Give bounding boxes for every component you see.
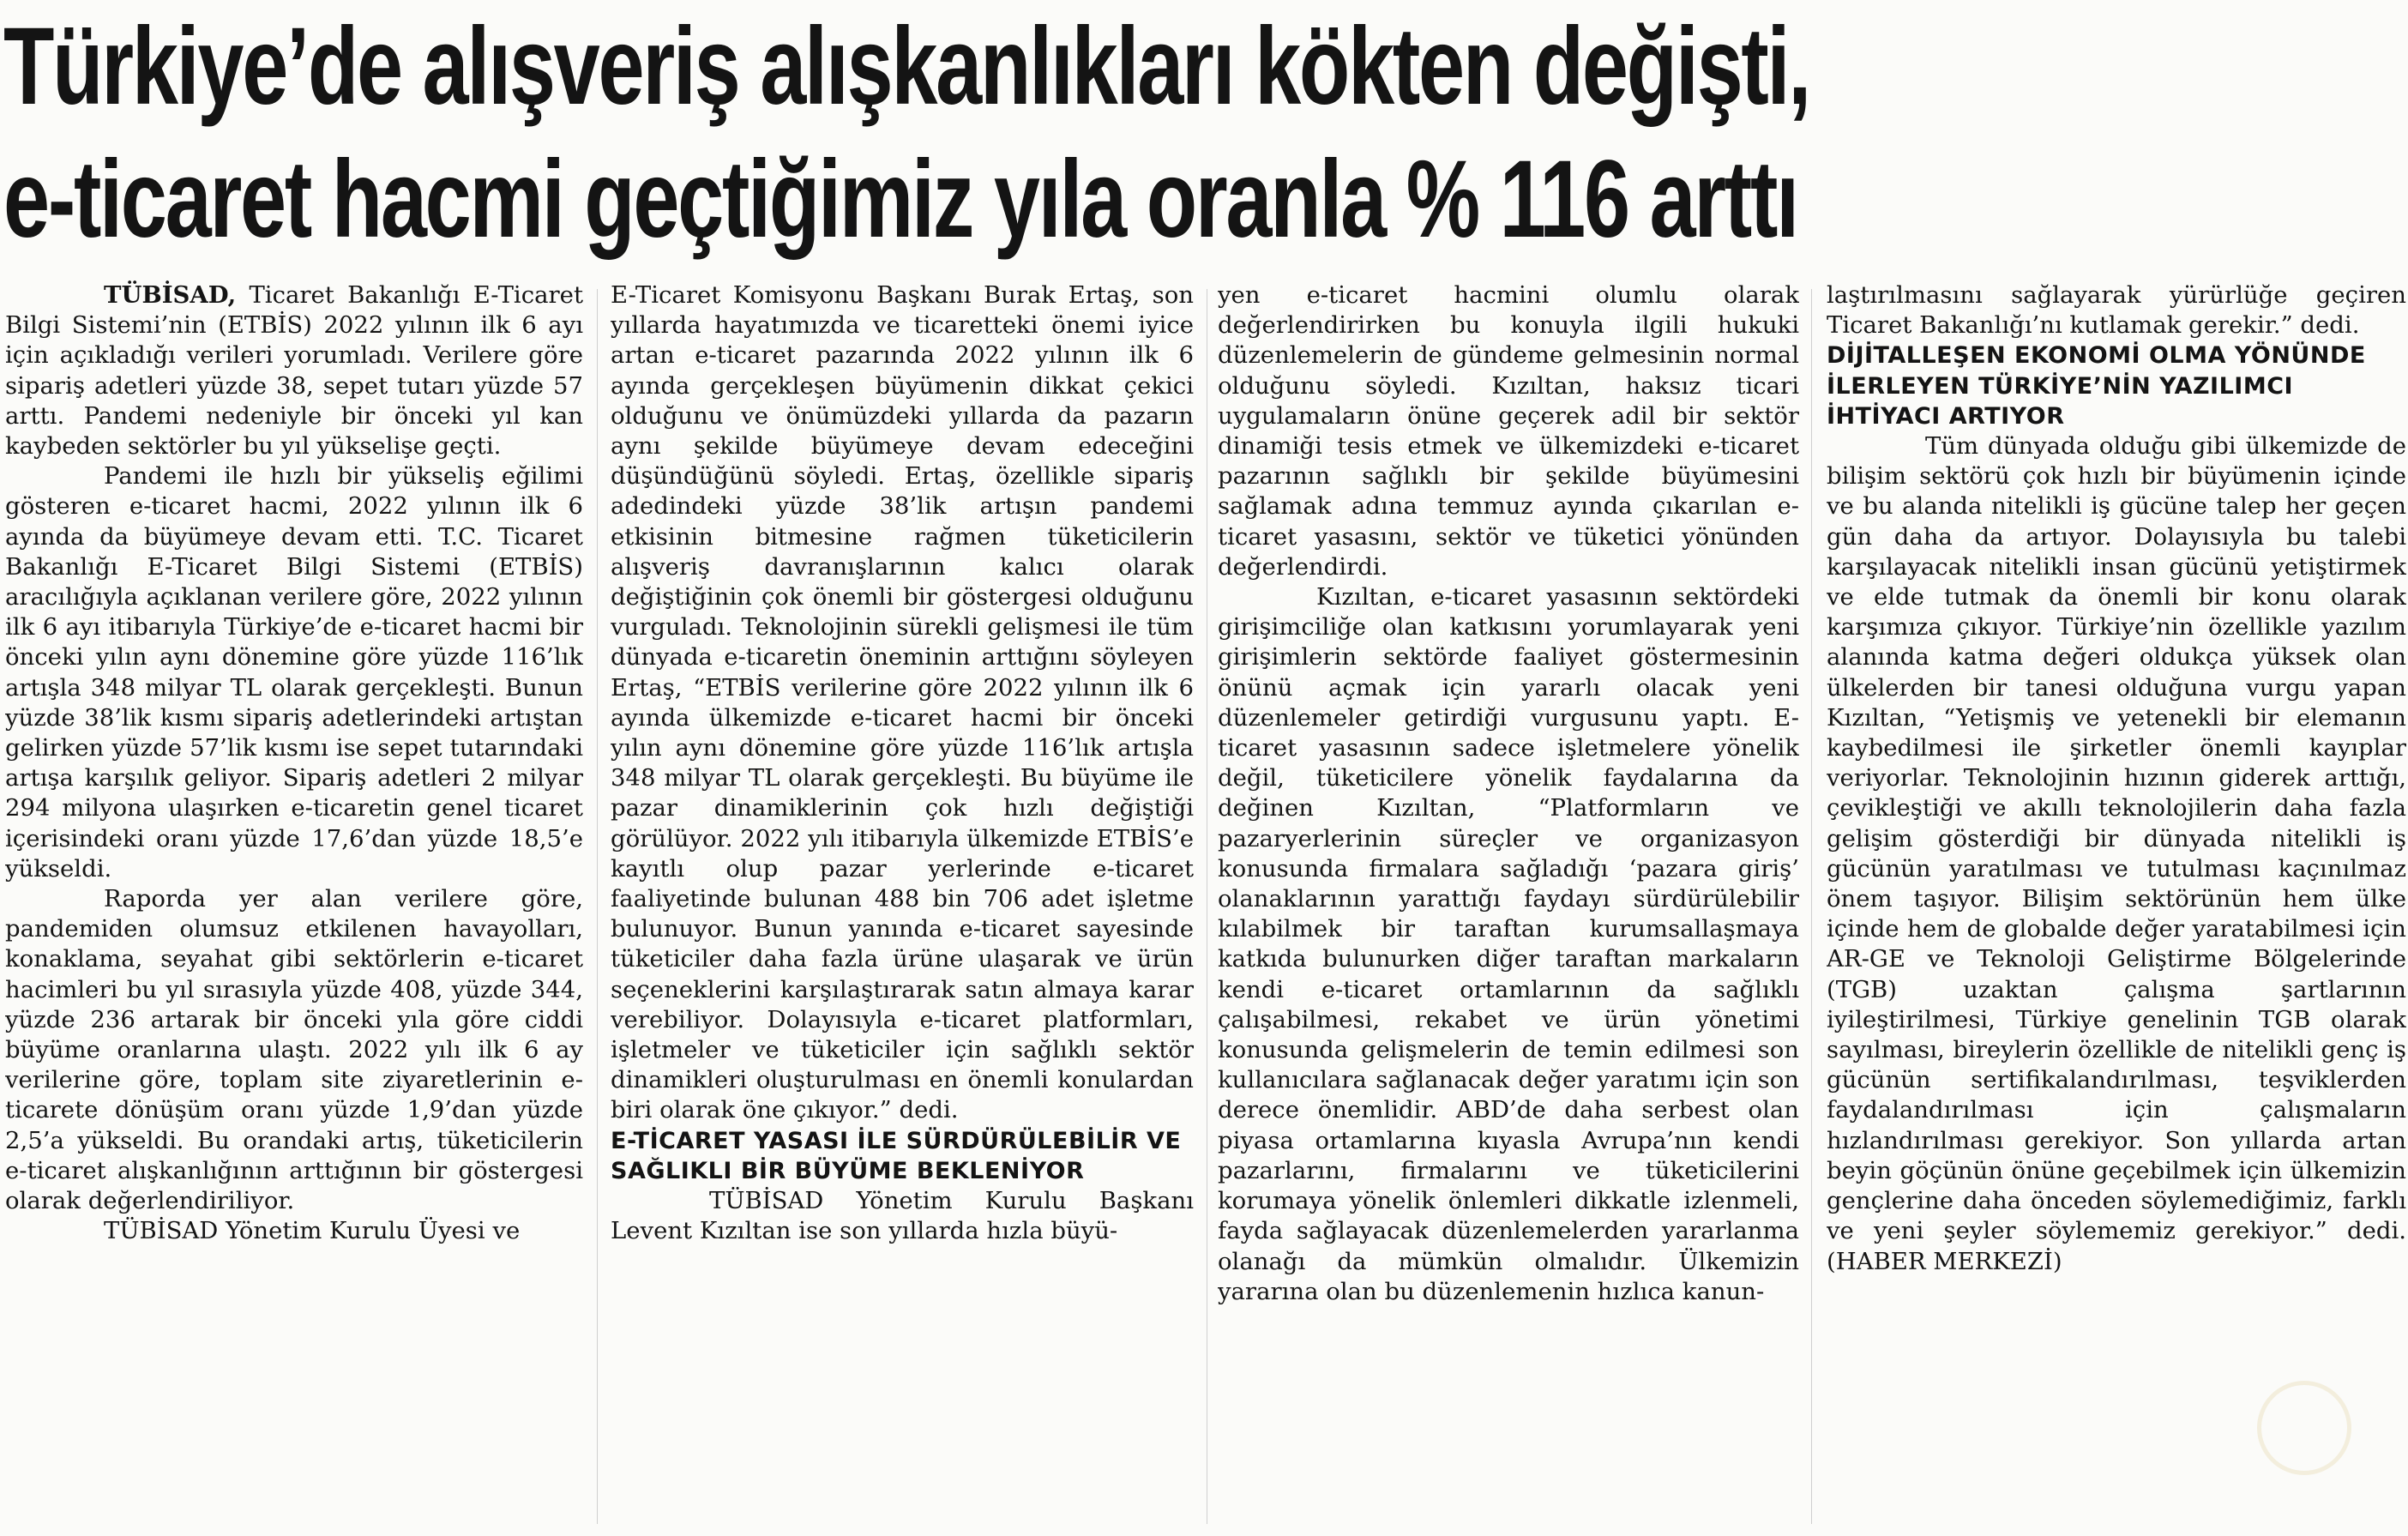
watermark-seal-icon <box>2257 1381 2351 1475</box>
column-divider <box>597 289 598 1524</box>
paragraph: Pandemi ile hızlı bir yükseliş eğilimi gösteren e-ticaret hacmi, 2022 yılının ilk 6 ayında da büyümeye devam etti. T.C. Ticaret Bakanlığı E-Ticaret Bilgi Sistemi (ETBİS) aracılığıyla açıklanan verilere göre, 2022 yılının ilk 6 ayı itibarıyla Türkiye’de e-ticaret hacmi bir önceki yılın aynı dönemine göre yüzde 116’lık artışla 348 milyar TL olarak gerçekleşti. Bunun yüzde 38’lik kısmı sipariş adetlerindeki artıştan gelirken yüzde 57’lik kısmı ise sepet tutarındaki artışa karşılık geliyor. Sipariş adetleri 2 milyar 294 milyona ulaşırken e-ticaretin genel ticaret içerisindeki oranı yüzde 17,6’dan yüzde 18,5’e yükseldi. <box>5 462 583 882</box>
paragraph: E-Ticaret Komisyonu Başkanı Burak Ertaş, son yıllarda hayatımızda ve ticaretteki önemi iyice artan e-ticaret pazarında 2022 yılının ilk 6 ayında gerçekleşen büyümenin dikkat çekici olduğunu ve önümüzdeki yıllarda da pazarın aynı şekilde büyümeye devam edeceğini düşündüğünü söyledi. Ertaş, özellikle sipariş adedindeki yüzde 38’lik artışın pandemi etkisinin bitmesine rağmen tüketicilerin alışveriş davranışlarının kalıcı olarak değiştiğinin çok önemli bir göstergesi olduğunu vurguladı. Teknolojinin sürekli gelişmesi ile tüm dünyada e-ticaretin öneminin arttığını söyleyen Ertaş, “ETBİS verilerine göre 2022 yılının ilk 6 ayında ülkemizde e-ticaret hacmi bir önceki yılın aynı dönemine göre yüzde 116’lık artışla 348 milyar TL olarak gerçekleşti. Bu büyüme ile pazar dinamiklerinin çok hızlı değiştiği görülüyor. 2022 yılı itibarıyla ülkemizde ETBİS’e kayıtlı olup pazar yerlerinde e-ticaret faaliyetinde bulunan 488 bin 706 adet işletme bulunuyor. Bunun yanında e-ticaret sayesinde tüketiciler daha fazla ürüne ulaşarak ve ürün seçeneklerini karşılaştırarak satın almaya karar verebiliyor. Dolayısıyla e-ticaret platformları, işletmeler ve tüketiciler için sağlıklı sektör dinamikleri oluşturulması en önemli konulardan biri olarak öne çıkıyor.” dedi. <box>611 281 1194 1124</box>
column-3 <box>1218 280 1799 1533</box>
column-4 <box>1827 280 2406 1533</box>
column-1 <box>5 280 583 1533</box>
column-divider <box>1811 289 1812 1524</box>
subheading: E-TİCARET YASASI İLE SÜRDÜRÜLEBİLİR VE SAĞLIKLI BİR BÜYÜME BEKLENİYOR <box>611 1127 1182 1184</box>
paragraph: yen e-ticaret hacmini olumlu olarak değerlendirirken bu konuyla ilgili hukuki düzenlemelerin de gündeme gelmesinin normal olduğunu söyledi. Kızıltan, haksız ticari uygulamaların önüne geçerek adil bir sektör dinamiği tesis etmek ve ülkemizdeki e-ticaret pazarının sağlıklı bir şekilde büyümesini sağlamak adına temmuz ayında çıkarılan e-ticaret yasasını, sektör ve tüketici yönünden değerlendirdi. <box>1218 281 1799 581</box>
headline-line-2: e-ticaret hacmi geçtiğimiz yıla oranla % 116 arttı <box>3 138 1797 261</box>
lead-source: TÜBİSAD, <box>104 281 237 309</box>
paragraph: Tüm dünyada olduğu gibi ülkemizde de bilişim sektörü çok hızlı bir büyümenin içinde ve bu alanda nitelikli iş gücüne talep her geçen gün daha da artıyor. Dolayısıyla bu talebi karşılayacak nitelikli insan gücünü yetiştirmek ve elde tutmak da önemli bir konu olarak karşımıza çıkıyor. Türkiye’nin özellikle yazılım alanında katma değeri oldukça yüksek olan ülkelerden bir tanesi olduğuna vurgu yapan Kızıltan, “Yetişmiş ve yetenekli bir elemanın kaybedilmesi ile şirketler önemli kayıplar veriyorlar. Teknolojinin hızının giderek arttığı, çevikleştiği ve akıllı teknolojilerin daha fazla gelişim gösterdiği bir dünyada nitelikli iş gücünün yaratılması ve tutulması kaçınılmaz önem taşıyor. Bilişim sektörünün hem ülke içinde hem de globalde değer yaratabilmesi için AR-GE ve Teknoloji Geliştirme Bölgelerinde (TGB) uzaktan çalışma şartlarının iyileştirilmesi, Türkiye genelinin TGB olarak sayılması, bireylerin özellikle de nitelikli genç iş gücünün sertifikalandırılması, teşviklerden faydalandırılması için çalışmaların hızlandırılması gerekiyor. Son yıllarda artan beyin göçünün önüne geçebilmek için ülkemizin gençlerine daha önceden söylemediğimiz, farklı ve yeni şeyler söylememiz gerekiyor.” dedi. (HABER MERKEZİ) <box>1827 432 2406 1275</box>
headline-line-1: Türkiye’de alışveriş alışkanlıkları kökten değişti, <box>3 5 1810 128</box>
paragraph: TÜBİSAD Yönetim Kurulu Üyesi ve <box>104 1217 521 1245</box>
paragraph: Kızıltan, e-ticaret yasasının sektördeki girişimciliğe olan katkısını yorumlayarak yeni girişimlerin sektörde faaliyet göstermesinin önünü açmak için yararlı olacak yeni düzenlemeler getirdiği vurgusunu yaptı. E-ticaret yasasının sadece işletmelere yönelik değil, tüketicilere yönelik faydalarına da değinen Kızıltan, “Platformların ve pazaryerlerinin süreçler ve organizasyon konusunda firmalara sağladığı ‘pazara giriş’ olanaklarının yarattığı faydayı sürdürülebilir kılabilmek bir taraftan kurumsallaşmaya katkıda bulunurken diğer taraftan markaların kendi e-ticaret ortamlarının da sağlıklı çalışabilmesi, rekabet ve ürün yönetimi konusunda gelişmelerin de temin edilmesi son kullanıcılara sağlanacak değer yaratımı için son derece önemlidir. ABD’de daha serbest olan piyasa ortamlarına kıyasla Avrupa’nın kendi pazarlarını, firmalarını ve tüketicilerini korumaya yönelik önlemleri dikkatle izlenmeli, fayda sağlayacak düzenlemelerden yararlanma olanağı da mümkün olmalıdır. Ülkemizin yararına olan bu düzenlemenin hızlıca kanun- <box>1218 583 1799 1305</box>
paragraph-text: Ticaret Bakanlığı E-Ticaret Bilgi Sistemi’nin (ETBİS) 2022 yılının ilk 6 ayı için açıkladığı verileri yorumladı. Verilere göre sipariş adetleri yüzde 38, sepet tutarı yüzde 57 arttı. Pandemi nedeniyle bir önceki yıl kan kaybeden sektörler bu yıl yükselişe geçti. <box>5 281 583 461</box>
article-body <box>5 280 2406 1536</box>
column-2 <box>611 280 1194 1533</box>
headline <box>0 0 2408 283</box>
paragraph: TÜBİSAD Yönetim Kurulu Başkanı Levent Kızıltan ise son yıllarda hızla büyü- <box>611 1187 1194 1245</box>
paragraph: laştırılmasını sağlayarak yürürlüğe geçiren Ticaret Bakanlığı’nı kutlamak gerekir.” dedi. <box>1827 281 2406 340</box>
paragraph: Raporda yer alan verilere göre, pandemiden olumsuz etkilenen havayolları, konaklama, seyahat gibi sektörlerin e-ticaret hacimleri bu yıl sırasıyla yüzde 408, yüzde 344, yüzde 236 artarak bir önceki yıla göre ciddi büyüme oranlarına ulaştı. 2022 yılı ilk 6 ay verilerine göre, toplam site ziyaretlerinin e-ticarete dönüşüm oranı yüzde 1,9’dan yüzde 2,5’a yükseldi. Bu orandaki artış, tüketicilerin e-ticaret alışkanlığının arttığının bir göstergesi olarak değerlendiriliyor. <box>5 885 583 1215</box>
paragraph <box>5 280 583 461</box>
subheading: DİJİTALLEŞEN EKONOMİ OLMA YÖNÜNDE İLERLEYEN TÜRKİYE’NİN YAZILIMCI İHTİYACI ARTIYOR <box>1827 342 2366 430</box>
